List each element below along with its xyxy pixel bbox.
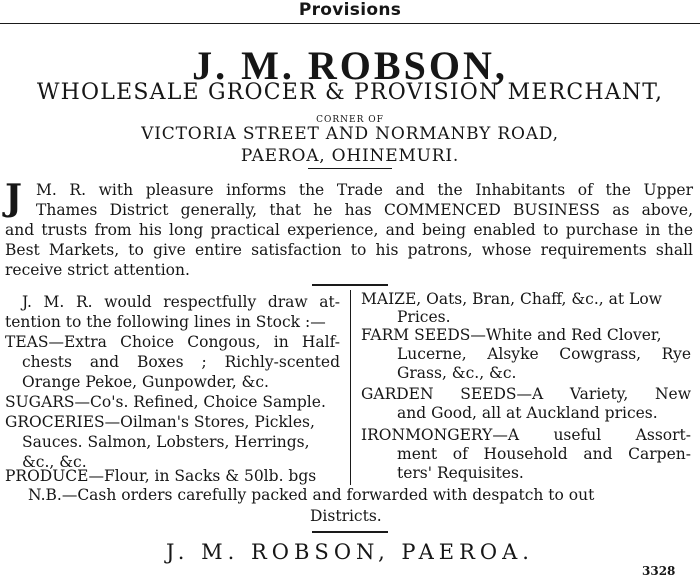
list-line: MAIZE, Oats, Bran, Chaff, &c., at Low (361, 290, 662, 308)
list-line: SUGARS—Co's. Refined, Choice Sample. (5, 393, 326, 411)
corner-of-label: CORNER OF (316, 115, 384, 125)
drop-cap: J (5, 177, 23, 219)
intro-line: Best Markets, to give entire satisfaction to his patrons, whose requirements shall (5, 241, 693, 259)
list-line: PRODUCE—Flour, in Sacks & 50lb. bgs (5, 467, 317, 485)
list-line: Sauces. Salmon, Lobsters, Herrings, (22, 433, 310, 451)
footer-signature: J. M. ROBSON, PAEROA. (165, 540, 534, 564)
cash-orders-note-continued: Districts. (310, 507, 382, 525)
street-address: VICTORIA STREET AND NORMANBY ROAD, (141, 124, 559, 144)
list-line: TEAS—Extra Choice Congous, in Half- (5, 333, 340, 351)
section-heading: Provisions (298, 0, 402, 20)
town-address: PAEROA, OHINEMURI. (240, 146, 460, 166)
list-line: GROCERIES—Oilman's Stores, Pickles, (5, 413, 315, 431)
list-line: FARM SEEDS—White and Red Clover, (361, 326, 662, 344)
list-line: Lucerne, Alsyke Cowgrass, Rye (397, 345, 691, 363)
intro-line: and trusts from his long practical experience, and being enabled to purchase in the (5, 221, 693, 239)
address-rule (308, 168, 392, 169)
top-rule (0, 23, 700, 24)
list-line: GARDEN SEEDS—A Variety, New (361, 385, 691, 403)
trade-description: WHOLESALE GROCER & PROVISION MERCHANT, (36, 80, 664, 105)
cash-orders-note: N.B.—Cash orders carefully packed and forwarded with despatch to out (28, 486, 595, 504)
list-line: and Good, all at Auckland prices. (397, 404, 658, 422)
merchant-name: J. M. ROBSON, (192, 43, 508, 88)
list-line: Prices. (397, 308, 451, 326)
intro-line: Thames District generally, that he has COMMENCED BUSINESS as above, (36, 201, 693, 219)
list-line: ters' Requisites. (397, 464, 524, 482)
list-line: ment of Household and Carpen- (397, 445, 691, 463)
intro-line: M. R. with pleasure informs the Trade and the Inhabitants of the Upper (36, 181, 693, 199)
column-divider (350, 290, 351, 485)
list-line: Grass, &c., &c. (397, 364, 517, 382)
list-line: IRONMONGERY—A useful Assort- (361, 426, 691, 444)
list-line: tention to the following lines in Stock :— (5, 313, 326, 331)
footer-rule (312, 531, 388, 533)
section-rule (312, 284, 388, 286)
list-line: &c., &c. (22, 453, 87, 471)
list-line: J. M. R. would respectfully draw at- (22, 293, 340, 311)
intro-line: receive strict attention. (5, 261, 190, 279)
list-line: Orange Pekoe, Gunpowder, &c. (22, 373, 269, 391)
list-line: chests and Boxes ; Richly-scented (22, 353, 340, 371)
advert-number: 3328 (642, 564, 676, 578)
